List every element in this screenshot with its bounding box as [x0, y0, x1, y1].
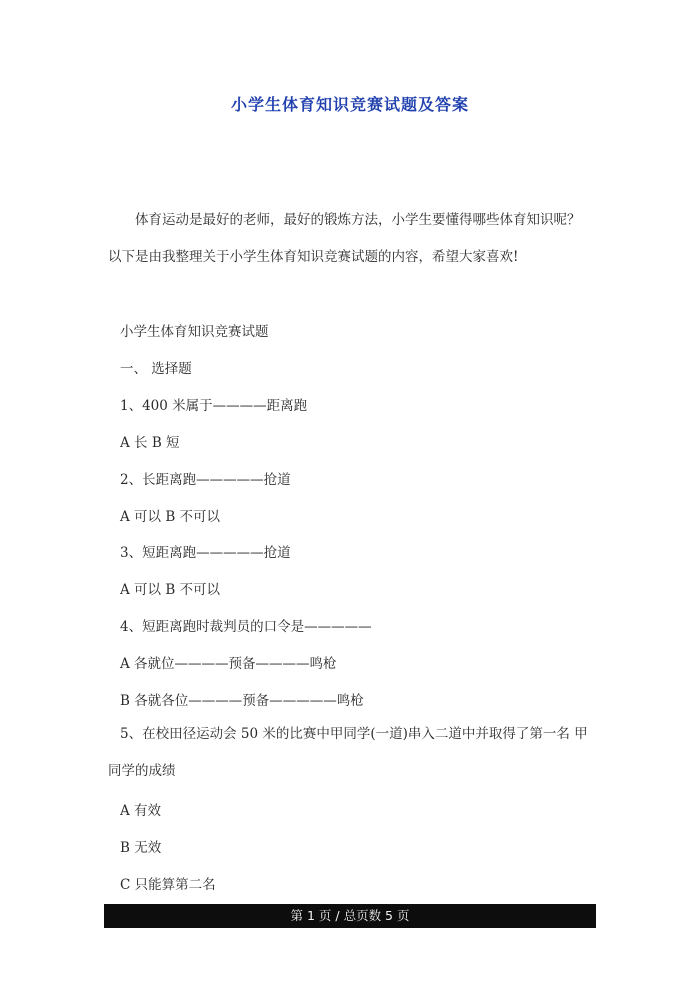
quiz-subtitle: 小学生体育知识竞赛试题	[120, 324, 269, 340]
section-heading: 一、 选择题	[120, 361, 192, 377]
question-2: 2、长距离跑—————抢道	[120, 472, 291, 488]
document-title: 小学生体育知识竞赛试题及答案	[230, 95, 469, 114]
intro-paragraph: 体育运动是最好的老师，最好的锻炼方法，小学生要懂得哪些体育知识呢？以下是由我整理关于小学生体育知识竞赛试题的内容，希望大家喜欢!	[108, 212, 581, 265]
question-5-option-a: A 有效	[120, 803, 162, 819]
question-2-options: A 可以 B 不可以	[120, 509, 221, 525]
page-footer: 第 1 页 / 总页数 5 页	[104, 904, 596, 928]
question-5-option-c: C 只能算第二名	[120, 877, 216, 893]
question-1-options: A 长 B 短	[120, 435, 180, 451]
question-4-option-a: A 各就位————预备————鸣枪	[120, 656, 337, 672]
question-4: 4、短距离跑时裁判员的口令是—————	[120, 619, 372, 635]
question-5: 5、在校田径运动会 50 米的比赛中甲同学(一道)串入二道中并取得了第一名 甲同学的成绩	[108, 726, 588, 779]
question-4-option-b: B 各就各位————预备—————鸣枪	[120, 693, 364, 709]
question-3: 3、短距离跑—————抢道	[120, 545, 291, 561]
question-5-option-b: B 无效	[120, 840, 162, 856]
question-3-options: A 可以 B 不可以	[120, 582, 221, 598]
question-1: 1、400 米属于————距离跑	[120, 398, 308, 414]
